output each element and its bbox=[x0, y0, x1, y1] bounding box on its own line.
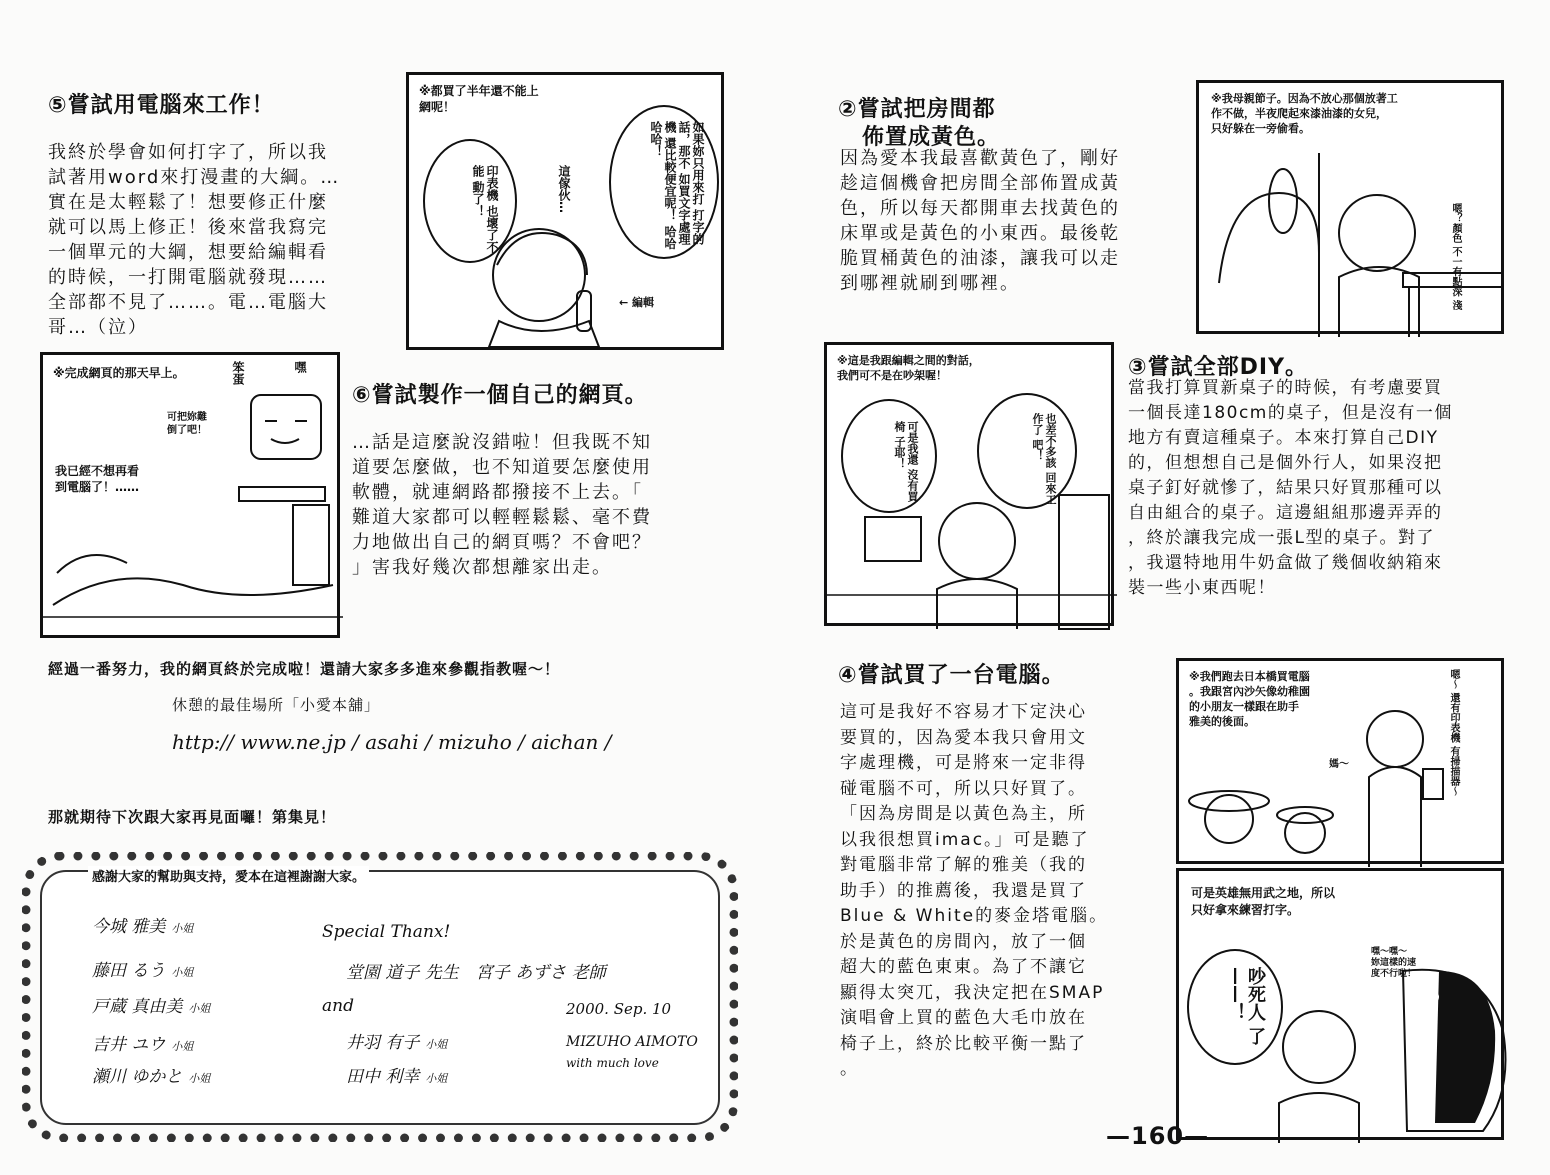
typing-sfx: 嘿～嘿～ 妳這樣的速 度不行啦！ bbox=[1371, 947, 1417, 979]
speech-bubble-author: 印表機 也壞了不能 動了！ bbox=[423, 139, 517, 263]
section-2-title-line1: ②嘗試把房間都 bbox=[838, 97, 996, 122]
page-number: —160— bbox=[1106, 1122, 1210, 1150]
comic-panel-webpage-done bbox=[40, 352, 340, 638]
panel-note: 可是英雄無用武之地，所以 只好拿來練習打字。 bbox=[1191, 886, 1336, 917]
section-5-body: 我終於學會如何打字了，所以我 試著用word來打漫畫的大綱。… 實在是太輕鬆了！想要修正什麼 就可以馬上修正！後來當我寫完 一個單元的大綱，想要給編輯看 的時候，一打開電腦就發現…… 全部都不見了……。電…電腦大 哥…（泣） bbox=[48, 142, 341, 338]
website-url[interactable]: http:// www.ne.jp / asahi / mizuho / aichan / bbox=[172, 730, 612, 754]
thanks-name: 今城 雅美 小姐 bbox=[92, 917, 194, 937]
section-4-title: ④嘗試買了一台電腦。 bbox=[838, 663, 1065, 688]
speech-bubble-shout: 吵死人 了——！ bbox=[1187, 949, 1283, 1065]
sketch-editor-on-phone bbox=[409, 75, 727, 353]
section-2-body: 因為愛本我最喜歡黃色了，剛好 趁這個機會把房間全部佈置成黃 色，所以每天都開車去找黃色的 床單或是黃色的小東西。最後乾 脆買桶黃色的油漆，讓我可以走 到哪裡就刷到哪裡。 bbox=[840, 148, 1120, 294]
special-thanx-label: Special Thanx! bbox=[322, 922, 451, 942]
thanks-name: 瀬川 ゆかと 小姐 bbox=[92, 1067, 211, 1087]
speech-bubble-editor: 如果妳只用來打 打字的話，那不 如買文字處理機 還比較便宜呢！ 哈哈哈哈！ bbox=[609, 105, 719, 259]
thanks-header: 感謝大家的幫助與支持，愛本在這裡謝謝大家。 bbox=[88, 866, 369, 885]
thanks-name: 田中 利幸 小姐 bbox=[346, 1067, 448, 1087]
mama-call: 媽～ bbox=[1329, 759, 1349, 770]
sketch-shopping-group bbox=[1179, 661, 1507, 867]
section-6-title: ⑥嘗試製作一個自己的網頁。 bbox=[352, 383, 648, 408]
girl-speech: 我已經不想再看 到電腦了！…… bbox=[55, 464, 140, 494]
section-3-title: ③嘗試全部DIY。 bbox=[1128, 355, 1309, 380]
comic-panel-diy-desk bbox=[824, 342, 1114, 626]
comic-panel-buying-computer bbox=[1176, 658, 1504, 864]
section-6-body: …話是這麼說沒錯啦！但我既不知 道要怎麼做，也不知道要怎麼使用 軟體，就連網路都撥接不上去。「 難道大家都可以輕輕鬆鬆、毫不費 力地做出自己的網頁嗎？不會吧？ 」害我好幾次都想離家出走。 bbox=[352, 432, 652, 578]
section-2-title-line2: 佈置成黃色。 bbox=[862, 125, 1001, 150]
assistant-speech: 嗯～ 還有印表機 有掃描器～ bbox=[1448, 669, 1459, 796]
and-label: and bbox=[322, 996, 354, 1016]
thanks-name: 藤田 るう 小姐 bbox=[92, 961, 194, 981]
closing-message: 經過一番努力，我的網頁終於完成啦！還請大家多多進來參觀指教喔～！ bbox=[48, 660, 561, 678]
section-4-body: 這可是我好不容易才下定決心 要買的，因為愛本我只會用文 字處理機，可是將來一定非得 碰電腦不可，所以只好買了。 「因為房間是以黃色為主，所 以我很想買imac。」可是聽了 對電腦非常了解的雅美（我的 助手）的推薦後，我還是買了 Blue & White的麥金塔電腦。 於是黃色的房間內，放了一個 超大的藍色東東。為了不讓它 顯得太突兀，我決定把在SMAP 演唱會上買的藍色大毛巾放在 椅子上，終於比較平衡一點了 。 bbox=[840, 702, 1109, 1079]
pc-sfx-stupid: 笨蛋 bbox=[231, 361, 245, 385]
panel-note: ※這是我跟編輯之間的對話， 我們可不是在吵架喔！ bbox=[837, 354, 980, 382]
section-5-title: ⑤嘗試用電腦來工作！ bbox=[48, 93, 275, 118]
panel-note: ※我母親節子。因為不放心那個放著工 作不做，半夜爬起來漆油漆的女兒， 只好躲在一旁偷看。 bbox=[1211, 92, 1398, 135]
speech-bubble-editor: 也差不多該 回來工作了 吧！ bbox=[977, 393, 1077, 509]
signature-sub: with much love bbox=[566, 1056, 659, 1070]
panel-note: ※完成網頁的那天早上。 bbox=[53, 366, 185, 380]
thanks-name: 吉井 ユウ 小姐 bbox=[92, 1035, 194, 1055]
comic-panel-mother-watching bbox=[1196, 80, 1504, 334]
editor-arrow-label: ← 編輯 bbox=[619, 296, 655, 309]
sketch-mother-peeking bbox=[1199, 83, 1507, 337]
pc-sfx-heh: 嘿 bbox=[293, 361, 307, 373]
sketch-building-boxes bbox=[827, 345, 1117, 629]
sfx-this-guy: 這傢伙… bbox=[557, 165, 571, 213]
special-thanx-names: 堂園 道子 先生 宮子 あずさ 老師 bbox=[346, 963, 606, 983]
comic-panel-typing-practice bbox=[1176, 868, 1504, 1140]
mom-speech: 嗯？顏色 不一有點深 淺 bbox=[1450, 203, 1461, 310]
comic-panel-computer-work bbox=[406, 72, 724, 350]
sketch-blue-white-mac bbox=[1179, 871, 1507, 1143]
signature: MIZUHO AIMOTO bbox=[566, 1034, 698, 1050]
thanks-name: 井羽 有子 小姐 bbox=[346, 1033, 448, 1053]
thanks-name: 戸蔵 真由美 小姐 bbox=[92, 997, 211, 1017]
goodbye-message: 那就期待下次跟大家再見面囉！第集見！ bbox=[48, 808, 337, 826]
signature-date: 2000. Sep. 10 bbox=[566, 1000, 672, 1018]
panel-note: ※都買了半年還不能上 網呢！ bbox=[419, 84, 539, 114]
sketch-monitor-and-girl bbox=[43, 355, 343, 641]
section-3-body: 當我打算買新桌子的時候，有考慮要買 一個長達180cm的桌子，但是沒有一個 地方有賣這種桌子。本來打算自己DIY 的，但想想自己是個外行人，如果沒把 桌子釘好就慘了，結果只好買那種可以 自由組合的桌子。這邊組組那邊弄弄的 ，終於讓我完成一張L型的桌子。對了 ，我還特地用牛奶盒做了幾個收納箱來 裝一些小東西呢！ bbox=[1128, 378, 1453, 598]
speech-bubble-author: 可是我還 沒有買椅 子耶！ bbox=[841, 399, 937, 513]
site-name: 休憩的最佳場所「小愛本舖」 bbox=[172, 696, 381, 714]
pc-speech: 可把妳難 倒了吧！ bbox=[167, 412, 207, 436]
panel-note: ※我們跑去日本橋買電腦 。我跟宮內沙矢像幼稚園 的小朋友一樣跟在助手 雅美的後面。 bbox=[1189, 670, 1310, 728]
